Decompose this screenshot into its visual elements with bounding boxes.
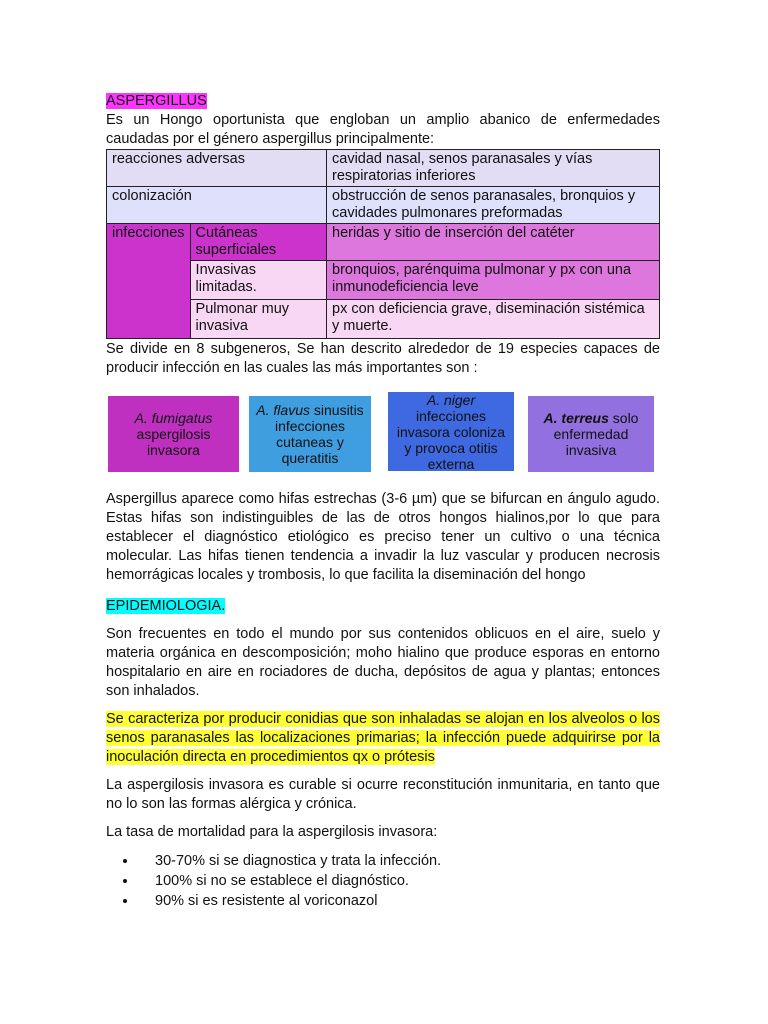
heading-aspergillus: ASPERGILLUS [106, 93, 207, 109]
table-row [107, 300, 660, 339]
table-cell-value: px con deficiencia grave, diseminación sistémica y muerte. [327, 300, 660, 339]
species-desc: infecciones invasora coloniza y provoca otitis externa [396, 407, 506, 472]
list-item: • 90% si es resistente al voriconazol [138, 892, 660, 911]
species-desc: solo enfermedad invasiva [553, 410, 639, 458]
species-name: A. fumigatus [134, 410, 213, 426]
species-box-flavus [249, 396, 371, 472]
species-desc: sinusitis infecciones cutaneas y queratitis [274, 402, 364, 466]
table-cell-value: obstrucción de senos paranasales, bronquios y cavidades pulmonares preformadas [327, 187, 660, 224]
list-item: • 30-70% si se diagnostica y trata la infección. [138, 852, 660, 871]
epidemiologia-paragraph-1: Son frecuentes en todo el mundo por sus contenidos oblicuos en el aire, suelo y materia orgánica en descomposición; moho hialino que produce esporas en entorno hospitalario en aire en rociadores de ducha, depósitos de agua y plantas; entonces son inhalados. [106, 626, 660, 699]
species-desc: aspergilosis invasora [136, 426, 211, 458]
species-name: A. flavus [256, 402, 310, 418]
table-cell-value: heridas y sitio de inserción del catéter [327, 224, 660, 261]
species-name: A. niger [426, 391, 476, 408]
epidemiologia-paragraph-3: La aspergilosis invasora es curable si ocurre reconstitución inmunitaria, en tanto que no lo son las formas alérgica y crónica. [106, 777, 660, 812]
species-box-fumigatus [108, 396, 239, 472]
table-cell-type: Invasivas limitadas. [190, 261, 326, 300]
table-row [107, 187, 660, 224]
hifas-paragraph: Aspergillus aparece como hifas estrechas (3-6 µm) que se bifurcan en ángulo agudo. Estas hifas son indistinguibles de las de otros hongos hialinos,por lo que para establecer el diagnóstico etiológico es preciso tener un cultivo o una técnica molecular. Las hifas tienen tendencia a invadir la luz vascular y producen necrosis hemorrágicas locales y trombosis, lo que facilita la diseminación del hongo [106, 491, 660, 583]
intro-paragraph: Es un Hongo oportunista que engloban un amplio abanico de enfermedades caudadas por el género aspergillus principalmente: [106, 112, 660, 147]
table-cell-type: Pulmonar muy invasiva [190, 300, 326, 339]
species-box-niger [388, 392, 514, 471]
table-cell-type: Cutáneas superficiales [190, 224, 326, 261]
table-row [107, 150, 660, 187]
mortalidad-list [106, 852, 660, 911]
subgeneros-paragraph: Se divide en 8 subgeneros, Se han descrito alrededor de 19 especies capaces de producir infección en las cuales las más importantes son : [106, 341, 660, 376]
species-box-terreus [528, 396, 654, 472]
table-cell-label: reacciones adversas [107, 150, 327, 187]
mortalidad-paragraph: La tasa de mortalidad para la aspergilosis invasora: [106, 824, 438, 840]
table-cell-label: colonización [107, 187, 327, 224]
epidemiologia-paragraph-2: Se caracteriza por producir conidias que son inhaladas se alojan en los alveolos o los senos paranasales las localizaciones primarias; la infección puede adquirirse por la inoculación directa en procedimientos qx o prótesis [106, 711, 660, 765]
list-item: • 100% si no se establece el diagnóstico. [138, 872, 660, 891]
heading-epidemiologia: EPIDEMIOLOGIA. [106, 598, 226, 614]
species-name: A. terreus [543, 410, 609, 426]
table-cell-value: cavidad nasal, senos paranasales y vías respiratorias inferiores [327, 150, 660, 187]
document-content-lower [106, 490, 660, 912]
document-content [106, 92, 660, 378]
table-cell-infecciones: infecciones [107, 224, 191, 339]
table-row [107, 261, 660, 300]
species-boxes [0, 391, 660, 475]
table-row [107, 224, 660, 261]
table-cell-value: bronquios, parénquima pulmonar y px con una inmunodeficiencia leve [327, 261, 660, 300]
aspergillus-table [106, 149, 660, 339]
